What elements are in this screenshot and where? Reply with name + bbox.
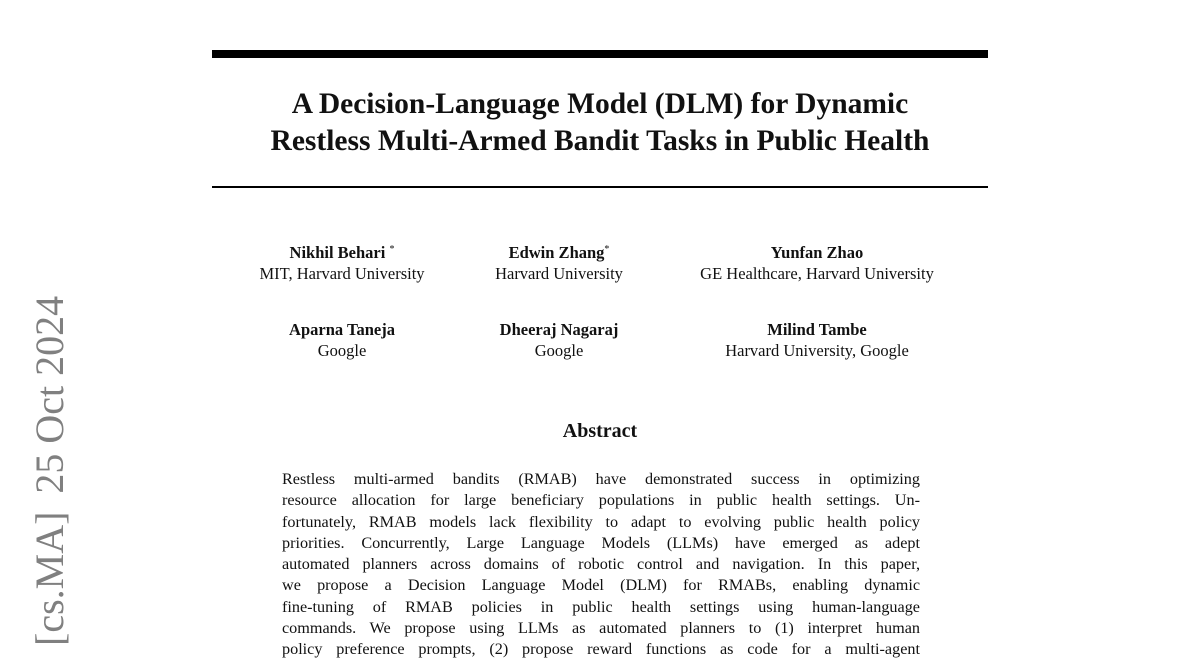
author-name: Edwin Zhang — [508, 243, 605, 262]
abstract-line: priorities. Concurrently, Large Language Models (LLMs) have emerged as adept — [282, 533, 920, 552]
author-affiliation: MIT, Harvard University — [259, 264, 425, 283]
arxiv-date: 25 Oct 2024 — [27, 295, 72, 494]
abstract-line: policy preference prompts, (2) propose reward functions as code for a multi-agent — [282, 640, 920, 659]
abstract-line: we propose a Decision Language Model (DLM) for RMABs, enabling dynamic — [282, 576, 920, 595]
paper-title — [212, 86, 988, 160]
abstract-line: fortunately, RMAB models lack flexibility to adapt to evolving public health policy — [282, 512, 920, 531]
abstract-line: resource allocation for large beneficiary populations in public health settings. Un- — [282, 491, 920, 510]
equal-contribution-mark: * — [604, 244, 610, 255]
abstract-line: Restless multi-armed bandits (RMAB) have demonstrated success in optimizing — [282, 470, 920, 488]
author-name: Aparna Taneja — [289, 320, 395, 339]
author-name: Dheeraj Nagaraj — [499, 320, 619, 339]
author-block — [242, 319, 442, 361]
abstract-heading: Abstract — [562, 420, 638, 442]
abstract-body — [282, 469, 920, 661]
title-bottom-rule — [212, 186, 988, 188]
author-name: Nikhil Behari — [289, 243, 386, 262]
author-affiliation: Google — [534, 341, 584, 360]
author-affiliation: Harvard University — [495, 264, 623, 283]
author-block — [672, 242, 962, 284]
equal-contribution-mark: * — [389, 244, 395, 255]
author-name: Milind Tambe — [767, 320, 867, 339]
title-top-rule — [212, 50, 988, 58]
author-name: Yunfan Zhao — [770, 243, 864, 262]
title-line: A Decision-Language Model (DLM) for Dynamic — [291, 88, 909, 120]
author-block — [672, 319, 962, 361]
author-block — [242, 242, 442, 284]
abstract-line: automated planners across domains of robotic control and navigation. In this paper, — [282, 555, 920, 574]
author-block — [476, 242, 642, 284]
arxiv-identifier-stamp — [24, 286, 76, 648]
author-affiliation: Harvard University, Google — [725, 341, 909, 360]
author-block — [476, 319, 642, 361]
abstract-line: fine-tuning of RMAB policies in public health settings using human-language — [282, 597, 920, 616]
author-affiliation: Google — [317, 341, 367, 360]
author-affiliation: GE Healthcare, Harvard University — [700, 264, 934, 283]
title-line: Restless Multi-Armed Bandit Tasks in Public Health — [270, 125, 930, 157]
abstract-line: commands. We propose using LLMs as automated planners to (1) interpret human — [282, 619, 920, 638]
arxiv-category: [cs.MA] — [27, 511, 72, 646]
